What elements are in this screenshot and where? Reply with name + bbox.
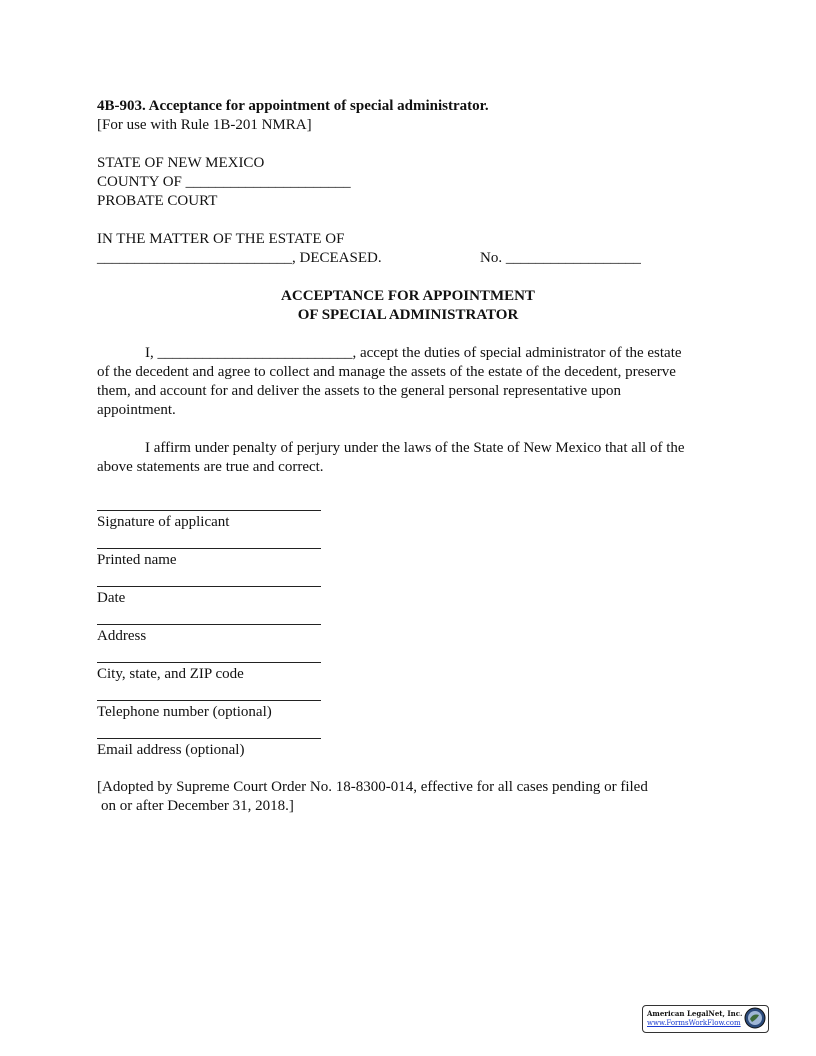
affirmation-paragraph-line2: above statements are true and correct. (97, 459, 324, 475)
date-line[interactable] (97, 586, 321, 587)
affirmation-paragraph-line1: I affirm under penalty of perjury under the laws of the State of New Mexico that all of the (145, 440, 685, 456)
city-state-zip-line[interactable] (97, 662, 321, 663)
globe-icon (744, 1007, 766, 1029)
court-name: PROBATE COURT (97, 193, 218, 209)
county-line: COUNTY OF ______________________ (97, 174, 351, 190)
acceptance-paragraph-line2: of the decedent and agree to collect and manage the assets of the estate of the decedent, preserve (97, 364, 676, 380)
matter-line: IN THE MATTER OF THE ESTATE OF (97, 231, 345, 247)
publisher-badge[interactable] (642, 1005, 769, 1033)
email-line[interactable] (97, 738, 321, 739)
address-label: Address (97, 628, 147, 644)
case-number-line: No. __________________ (480, 250, 641, 266)
date-label: Date (97, 590, 126, 606)
signature-line[interactable] (97, 510, 321, 511)
email-label: Email address (optional) (97, 742, 245, 758)
publisher-url[interactable]: www.FormsWorkFlow.com (647, 1019, 741, 1027)
document-title-line1: ACCEPTANCE FOR APPOINTMENT (281, 288, 535, 304)
publisher-name: American LegalNet, Inc. (647, 1009, 743, 1018)
signature-label: Signature of applicant (97, 514, 230, 530)
document-title-line2: OF SPECIAL ADMINISTRATOR (297, 307, 519, 323)
adoption-note-line1: [Adopted by Supreme Court Order No. 18-8300-014, effective for all cases pending or filed (97, 779, 648, 795)
acceptance-paragraph-line1: I, __________________________, accept the duties of special administrator of the estate (145, 345, 682, 361)
state-line: STATE OF NEW MEXICO (97, 155, 265, 171)
address-line[interactable] (97, 624, 321, 625)
acceptance-paragraph-line3: them, and account for and deliver the assets to the general personal representative upon (97, 383, 621, 399)
telephone-label: Telephone number (optional) (97, 704, 272, 720)
printed-name-label: Printed name (97, 552, 177, 568)
adoption-note-line2: on or after December 31, 2018.] (101, 798, 294, 814)
acceptance-paragraph-line4: appointment. (97, 402, 176, 418)
rule-title: 4B-903. Acceptance for appointment of special administrator. (97, 98, 489, 114)
deceased-line: __________________________, DECEASED. (97, 250, 382, 266)
rule-use-note: [For use with Rule 1B-201 NMRA] (97, 117, 312, 133)
telephone-line[interactable] (97, 700, 321, 701)
city-state-zip-label: City, state, and ZIP code (97, 666, 244, 682)
printed-name-line[interactable] (97, 548, 321, 549)
